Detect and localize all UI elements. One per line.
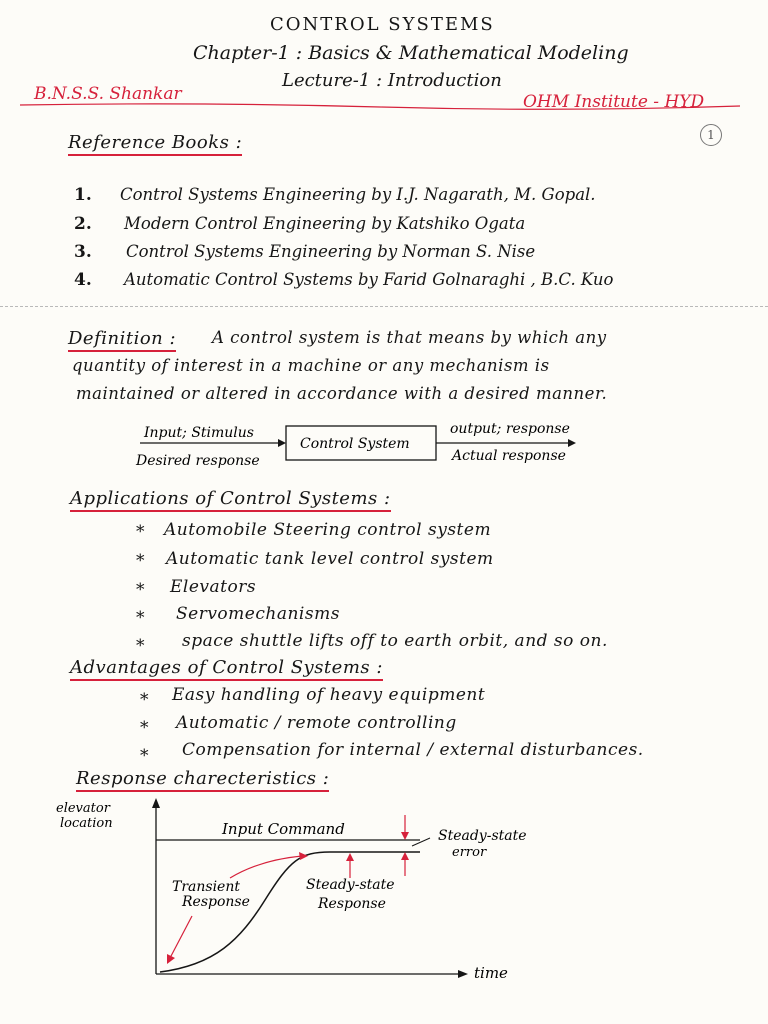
- header-divider: [0, 100, 768, 112]
- advantage-item-1: Easy handling of heavy equipment: [172, 685, 486, 705]
- reference-item-3: Control Systems Engineering by Norman S. Nise: [126, 242, 536, 261]
- definition-label-text: Definition :: [68, 328, 176, 352]
- bullet-star: *: [136, 636, 145, 656]
- reference-item-2: Modern Control Engineering by Katshiko Ogata: [124, 214, 526, 233]
- reference-item-4: Automatic Control Systems by Farid Golnaraghi , B.C. Kuo: [124, 270, 614, 289]
- y-axis-label-1: elevator: [56, 801, 110, 816]
- bullet-star: *: [140, 746, 149, 766]
- advantages-heading: [70, 657, 383, 678]
- block-label: Control System: [300, 436, 410, 452]
- application-item-2: Automatic tank level control system: [166, 549, 494, 569]
- advantage-item-2: Automatic / remote controlling: [176, 713, 457, 733]
- y-axis-arrow: [152, 798, 160, 808]
- advantages-heading-text: Advantages of Control Systems :: [70, 657, 383, 681]
- chapter-title: Chapter-1 : Basics & Mathematical Modeling: [193, 42, 629, 64]
- reference-number-2: 2.: [74, 214, 92, 234]
- response-graph: [0, 790, 768, 1024]
- page-number: 1: [700, 124, 722, 146]
- transient-arrow-up-head: [299, 852, 308, 860]
- response-heading-text: Response charecteristics :: [76, 768, 329, 792]
- definition-line-2: quantity of interest in a machine or any mechanism is: [72, 356, 550, 375]
- bullet-star: *: [136, 522, 145, 542]
- author-name: B.N.S.S. Shankar: [34, 84, 182, 104]
- steady-resp-arrow-head: [346, 853, 354, 861]
- input-arrow-head: [278, 439, 286, 447]
- output-top-label: output; response: [450, 421, 570, 437]
- application-item-4: Servomechanisms: [176, 604, 340, 624]
- transient-arrow-down: [170, 916, 192, 958]
- applications-heading: [70, 488, 391, 509]
- definition-line-3: maintained or altered in accordance with a desired manner.: [76, 384, 608, 403]
- bullet-star: *: [136, 608, 145, 628]
- response-heading: [76, 768, 329, 789]
- input-top-label: Input; Stimulus: [144, 425, 254, 441]
- section-divider: [0, 306, 768, 307]
- institute-name: OHM Institute - HYD: [523, 92, 705, 112]
- references-heading-text: Reference Books :: [68, 132, 242, 156]
- bullet-star: *: [136, 551, 145, 571]
- bullet-star: *: [136, 580, 145, 600]
- bullet-star: *: [140, 690, 149, 710]
- y-axis-label-2: location: [60, 816, 113, 831]
- reference-number-4: 4.: [74, 270, 92, 290]
- steady-state-error-label-2: error: [452, 845, 487, 860]
- reference-item-1: Control Systems Engineering by I.J. Nagarath, M. Gopal.: [120, 185, 596, 204]
- transient-label-1: Transient: [172, 879, 240, 895]
- document-title: CONTROL SYSTEMS: [270, 14, 495, 35]
- advantage-item-3: Compensation for internal / external disturbances.: [182, 740, 644, 760]
- reference-number-3: 3.: [74, 242, 92, 262]
- steady-state-response-label-2: Response: [318, 896, 386, 912]
- application-item-3: Elevators: [170, 577, 257, 597]
- definition-label: [68, 328, 176, 349]
- output-bottom-label: Actual response: [452, 448, 566, 464]
- input-command-label: Input Command: [222, 820, 345, 838]
- steady-state-error-label-1: Steady-state: [438, 828, 527, 844]
- applications-heading-text: Applications of Control Systems :: [70, 488, 391, 512]
- bullet-star: *: [140, 718, 149, 738]
- definition-line-1: A control system is that means by which any: [212, 328, 607, 347]
- application-item-1: Automobile Steering control system: [164, 520, 492, 540]
- x-axis-arrow: [458, 970, 468, 978]
- x-axis-label: time: [474, 964, 508, 982]
- response-curve: [160, 852, 420, 972]
- lecture-title: Lecture-1 : Introduction: [282, 70, 502, 91]
- reference-number-1: 1.: [74, 185, 92, 205]
- block-diagram: [130, 414, 630, 474]
- output-arrow-head: [568, 439, 576, 447]
- input-bottom-label: Desired response: [136, 453, 260, 469]
- application-item-5: space shuttle lifts off to earth orbit, and so on.: [182, 631, 608, 651]
- references-heading: [68, 132, 242, 153]
- transient-label-2: Response: [182, 894, 250, 910]
- error-pointer: [412, 838, 430, 846]
- transient-arrow-up: [230, 856, 302, 878]
- error-arrow-bottom-head: [401, 852, 409, 860]
- steady-state-response-label-1: Steady-state: [306, 877, 395, 893]
- error-arrow-top-head: [401, 832, 409, 840]
